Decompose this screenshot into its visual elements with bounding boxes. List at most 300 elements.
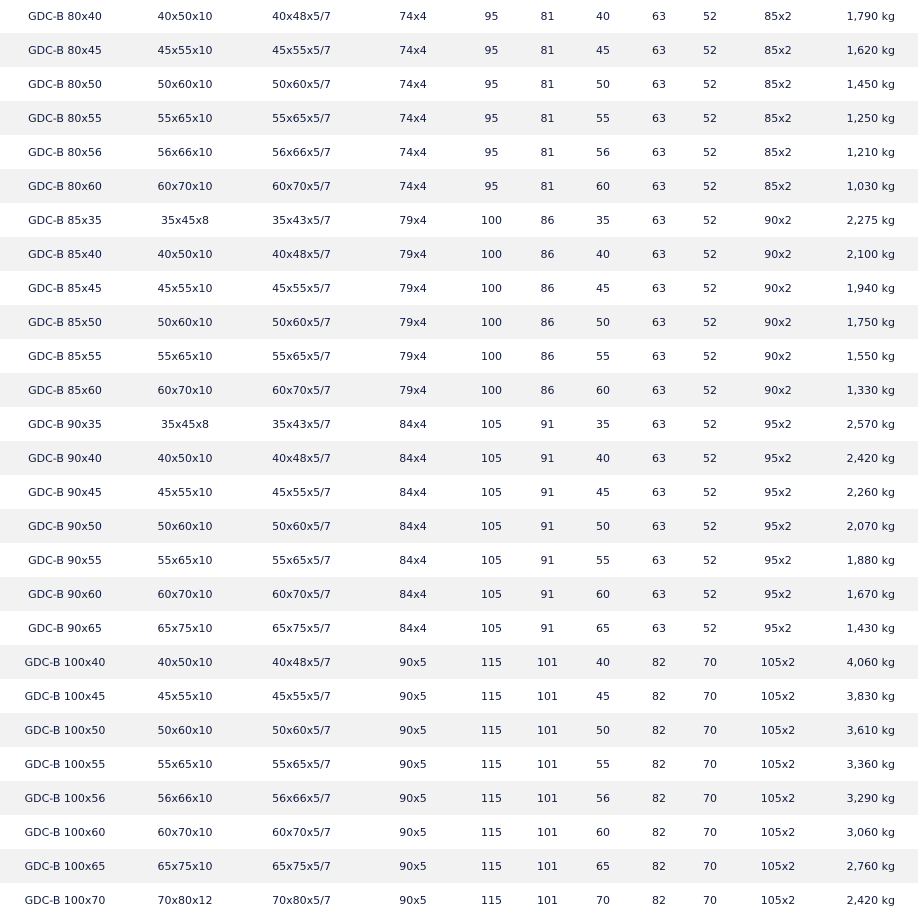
table-cell: 52 — [687, 237, 733, 271]
table-cell: 115 — [463, 747, 520, 781]
table-cell: 2,420 kg — [823, 441, 918, 475]
table-cell: 82 — [631, 815, 687, 849]
table-cell: GDC-B 100x55 — [0, 747, 130, 781]
table-cell: 40x50x10 — [130, 237, 240, 271]
table-cell: 63 — [631, 543, 687, 577]
table-cell: 52 — [687, 203, 733, 237]
table-row — [0, 339, 918, 373]
table-cell: 82 — [631, 747, 687, 781]
table-cell: GDC-B 100x65 — [0, 849, 130, 883]
table-cell: GDC-B 90x60 — [0, 577, 130, 611]
table-cell: 65 — [575, 611, 631, 645]
table-cell: 84x4 — [363, 441, 463, 475]
table-cell: 90x2 — [733, 373, 823, 407]
table-cell: 50x60x10 — [130, 713, 240, 747]
table-cell: 101 — [520, 781, 575, 815]
table-cell: 3,360 kg — [823, 747, 918, 781]
table-cell: 65x75x10 — [130, 611, 240, 645]
table-cell: 2,100 kg — [823, 237, 918, 271]
table-cell: 85x2 — [733, 33, 823, 67]
table-cell: 81 — [520, 67, 575, 101]
table-cell: 63 — [631, 305, 687, 339]
table-cell: 70 — [687, 713, 733, 747]
table-cell: 65x75x10 — [130, 849, 240, 883]
table-cell: 55x65x5/7 — [240, 339, 363, 373]
table-cell: 84x4 — [363, 475, 463, 509]
table-cell: 55x65x5/7 — [240, 543, 363, 577]
table-cell: 90x2 — [733, 203, 823, 237]
table-cell: 90x2 — [733, 305, 823, 339]
table-cell: 90x5 — [363, 781, 463, 815]
table-cell: 60x70x5/7 — [240, 373, 363, 407]
table-cell: 90x5 — [363, 713, 463, 747]
table-cell: 60x70x10 — [130, 169, 240, 203]
table-cell: 79x4 — [363, 305, 463, 339]
table-cell: 82 — [631, 781, 687, 815]
table-cell: 40x48x5/7 — [240, 0, 363, 33]
table-cell: 45x55x10 — [130, 33, 240, 67]
table-cell: 55x65x10 — [130, 339, 240, 373]
table-cell: 95 — [463, 67, 520, 101]
table-cell: 4,060 kg — [823, 645, 918, 679]
table-cell: 60x70x5/7 — [240, 815, 363, 849]
table-cell: 63 — [631, 237, 687, 271]
table-cell: 85x2 — [733, 67, 823, 101]
table-cell: 105x2 — [733, 713, 823, 747]
table-cell: 56x66x10 — [130, 781, 240, 815]
table-cell: 101 — [520, 645, 575, 679]
table-cell: GDC-B 80x50 — [0, 67, 130, 101]
table-cell: 40x50x10 — [130, 441, 240, 475]
table-cell: GDC-B 80x45 — [0, 33, 130, 67]
table-cell: GDC-B 90x40 — [0, 441, 130, 475]
table-cell: 95x2 — [733, 441, 823, 475]
table-cell: GDC-B 85x55 — [0, 339, 130, 373]
table-cell: 63 — [631, 101, 687, 135]
table-cell: 45x55x5/7 — [240, 679, 363, 713]
table-cell: 52 — [687, 475, 733, 509]
table-row — [0, 577, 918, 611]
table-row — [0, 883, 918, 917]
table-cell: 74x4 — [363, 169, 463, 203]
table-cell: 52 — [687, 0, 733, 33]
table-cell: 101 — [520, 679, 575, 713]
table-cell: 105 — [463, 509, 520, 543]
table-cell: 91 — [520, 509, 575, 543]
table-cell: 60x70x5/7 — [240, 169, 363, 203]
table-row — [0, 135, 918, 169]
table-row — [0, 611, 918, 645]
table-cell: 2,070 kg — [823, 509, 918, 543]
table-row — [0, 645, 918, 679]
table-cell: 52 — [687, 441, 733, 475]
table-cell: 63 — [631, 135, 687, 169]
table-cell: 86 — [520, 237, 575, 271]
table-cell: 52 — [687, 169, 733, 203]
table-cell: 55x65x10 — [130, 747, 240, 781]
table-cell: 2,760 kg — [823, 849, 918, 883]
table-row — [0, 101, 918, 135]
table-cell: 60x70x10 — [130, 815, 240, 849]
table-cell: 63 — [631, 407, 687, 441]
table-cell: 82 — [631, 849, 687, 883]
table-cell: 95 — [463, 33, 520, 67]
table-cell: 65 — [575, 849, 631, 883]
table-cell: 90x2 — [733, 237, 823, 271]
table-cell: 60 — [575, 577, 631, 611]
table-cell: 52 — [687, 543, 733, 577]
table-cell: 81 — [520, 101, 575, 135]
table-row — [0, 169, 918, 203]
table-cell: 1,940 kg — [823, 271, 918, 305]
table-cell: 95 — [463, 135, 520, 169]
table-cell: 90x5 — [363, 645, 463, 679]
table-cell: 70 — [687, 849, 733, 883]
table-cell: 52 — [687, 339, 733, 373]
table-cell: 74x4 — [363, 135, 463, 169]
table-cell: 45x55x5/7 — [240, 33, 363, 67]
table-cell: GDC-B 100x70 — [0, 883, 130, 917]
table-cell: 74x4 — [363, 101, 463, 135]
table-cell: 115 — [463, 781, 520, 815]
table-cell: 79x4 — [363, 373, 463, 407]
table-cell: 63 — [631, 169, 687, 203]
table-row — [0, 203, 918, 237]
table-cell: 91 — [520, 475, 575, 509]
table-cell: 84x4 — [363, 611, 463, 645]
table-cell: 95x2 — [733, 577, 823, 611]
table-cell: 105x2 — [733, 849, 823, 883]
table-row — [0, 0, 918, 33]
table-cell: 65x75x5/7 — [240, 849, 363, 883]
table-cell: 40 — [575, 645, 631, 679]
table-cell: 91 — [520, 441, 575, 475]
table-cell: 50 — [575, 713, 631, 747]
table-cell: 45x55x10 — [130, 679, 240, 713]
table-cell: 63 — [631, 339, 687, 373]
table-cell: 85x2 — [733, 169, 823, 203]
table-cell: GDC-B 100x60 — [0, 815, 130, 849]
table-row — [0, 509, 918, 543]
table-cell: GDC-B 80x56 — [0, 135, 130, 169]
table-cell: 60x70x10 — [130, 373, 240, 407]
table-cell: 81 — [520, 33, 575, 67]
table-cell: 115 — [463, 849, 520, 883]
table-cell: 105x2 — [733, 747, 823, 781]
table-cell: 90x5 — [363, 815, 463, 849]
table-cell: 55x65x10 — [130, 101, 240, 135]
table-cell: 70 — [575, 883, 631, 917]
table-cell: 60 — [575, 815, 631, 849]
table-cell: 70 — [687, 747, 733, 781]
table-cell: 3,830 kg — [823, 679, 918, 713]
table-cell: GDC-B 80x55 — [0, 101, 130, 135]
table-cell: 55x65x10 — [130, 543, 240, 577]
table-cell: 105x2 — [733, 815, 823, 849]
table-cell: 52 — [687, 101, 733, 135]
table-cell: 35x43x5/7 — [240, 203, 363, 237]
table-cell: 45 — [575, 475, 631, 509]
table-cell: 105 — [463, 611, 520, 645]
table-cell: 55 — [575, 101, 631, 135]
table-row — [0, 33, 918, 67]
table-cell: 105 — [463, 475, 520, 509]
table-cell: 1,790 kg — [823, 0, 918, 33]
table-cell: GDC-B 90x50 — [0, 509, 130, 543]
table-cell: GDC-B 100x56 — [0, 781, 130, 815]
table-cell: 35x43x5/7 — [240, 407, 363, 441]
table-cell: 50 — [575, 67, 631, 101]
table-cell: 63 — [631, 611, 687, 645]
table-cell: 79x4 — [363, 237, 463, 271]
table-cell: 1,430 kg — [823, 611, 918, 645]
table-cell: 90x5 — [363, 883, 463, 917]
table-cell: 63 — [631, 509, 687, 543]
table-cell: 82 — [631, 645, 687, 679]
table-cell: GDC-B 85x50 — [0, 305, 130, 339]
table-cell: 95 — [463, 0, 520, 33]
table-cell: 55x65x5/7 — [240, 747, 363, 781]
table-cell: 70 — [687, 679, 733, 713]
table-cell: 101 — [520, 713, 575, 747]
table-cell: 101 — [520, 747, 575, 781]
table-cell: 52 — [687, 271, 733, 305]
table-cell: 52 — [687, 373, 733, 407]
table-row — [0, 475, 918, 509]
table-cell: 81 — [520, 169, 575, 203]
table-row — [0, 713, 918, 747]
table-cell: 70x80x5/7 — [240, 883, 363, 917]
table-cell: GDC-B 80x40 — [0, 0, 130, 33]
table-cell: 90x5 — [363, 849, 463, 883]
table-cell: 60 — [575, 169, 631, 203]
table-row — [0, 271, 918, 305]
table-cell: 63 — [631, 271, 687, 305]
table-cell: 101 — [520, 883, 575, 917]
table-cell: 1,210 kg — [823, 135, 918, 169]
table-cell: 100 — [463, 373, 520, 407]
table-cell: 35 — [575, 407, 631, 441]
table-cell: GDC-B 100x50 — [0, 713, 130, 747]
table-cell: 56x66x10 — [130, 135, 240, 169]
table-cell: 1,450 kg — [823, 67, 918, 101]
table-cell: 101 — [520, 815, 575, 849]
table-cell: 50x60x5/7 — [240, 509, 363, 543]
table-cell: 63 — [631, 373, 687, 407]
table-cell: GDC-B 85x40 — [0, 237, 130, 271]
table-cell: 2,260 kg — [823, 475, 918, 509]
table-cell: 3,060 kg — [823, 815, 918, 849]
table-cell: 82 — [631, 713, 687, 747]
table-cell: 115 — [463, 815, 520, 849]
table-cell: 63 — [631, 441, 687, 475]
table-cell: 45x55x10 — [130, 271, 240, 305]
table-cell: 65x75x5/7 — [240, 611, 363, 645]
table-cell: 86 — [520, 373, 575, 407]
table-cell: 82 — [631, 883, 687, 917]
table-cell: 45x55x5/7 — [240, 271, 363, 305]
table-cell: 60x70x10 — [130, 577, 240, 611]
table-cell: 90x2 — [733, 339, 823, 373]
table-cell: 101 — [520, 849, 575, 883]
table-cell: GDC-B 85x60 — [0, 373, 130, 407]
table-row — [0, 305, 918, 339]
table-cell: 91 — [520, 611, 575, 645]
table-cell: 105x2 — [733, 781, 823, 815]
table-cell: 63 — [631, 67, 687, 101]
table-cell: 95 — [463, 101, 520, 135]
table-cell: 60x70x5/7 — [240, 577, 363, 611]
table-cell: 40x48x5/7 — [240, 237, 363, 271]
table-cell: 52 — [687, 33, 733, 67]
table-cell: 85x2 — [733, 135, 823, 169]
table-cell: 95x2 — [733, 543, 823, 577]
table-cell: 95x2 — [733, 611, 823, 645]
table-cell: 81 — [520, 135, 575, 169]
table-cell: 86 — [520, 305, 575, 339]
table-cell: 1,550 kg — [823, 339, 918, 373]
table-cell: 63 — [631, 33, 687, 67]
table-cell: 40 — [575, 0, 631, 33]
table-cell: 50x60x10 — [130, 305, 240, 339]
table-cell: 40 — [575, 441, 631, 475]
table-cell: 91 — [520, 577, 575, 611]
table-cell: 60 — [575, 373, 631, 407]
table-cell: 91 — [520, 543, 575, 577]
table-cell: 115 — [463, 883, 520, 917]
table-cell: 105 — [463, 441, 520, 475]
table-cell: 56 — [575, 781, 631, 815]
table-cell: 84x4 — [363, 577, 463, 611]
table-cell: 1,250 kg — [823, 101, 918, 135]
table-cell: 52 — [687, 611, 733, 645]
table-cell: 45x55x10 — [130, 475, 240, 509]
table-cell: 105 — [463, 577, 520, 611]
table-cell: 74x4 — [363, 67, 463, 101]
table-cell: 63 — [631, 0, 687, 33]
table-cell: 50x60x5/7 — [240, 305, 363, 339]
table-cell: 2,420 kg — [823, 883, 918, 917]
table-row — [0, 849, 918, 883]
table-cell: 63 — [631, 475, 687, 509]
table-cell: 50 — [575, 509, 631, 543]
table-cell: 74x4 — [363, 33, 463, 67]
table-cell: 86 — [520, 339, 575, 373]
table-cell: 2,570 kg — [823, 407, 918, 441]
table-cell: 70 — [687, 781, 733, 815]
table-cell: 55x65x5/7 — [240, 101, 363, 135]
table-row — [0, 237, 918, 271]
table-cell: 105x2 — [733, 645, 823, 679]
table-cell: 79x4 — [363, 339, 463, 373]
table-cell: 86 — [520, 271, 575, 305]
table-cell: GDC-B 80x60 — [0, 169, 130, 203]
table-cell: 55 — [575, 747, 631, 781]
table-cell: 50 — [575, 305, 631, 339]
table-cell: 91 — [520, 407, 575, 441]
table-cell: 115 — [463, 713, 520, 747]
table-cell: 55 — [575, 543, 631, 577]
table-cell: 52 — [687, 67, 733, 101]
table-cell: 95 — [463, 169, 520, 203]
table-row — [0, 679, 918, 713]
table-cell: GDC-B 90x65 — [0, 611, 130, 645]
table-cell: 63 — [631, 577, 687, 611]
table-cell: 40x50x10 — [130, 645, 240, 679]
table-cell: 63 — [631, 203, 687, 237]
table-cell: 81 — [520, 0, 575, 33]
table-cell: GDC-B 90x55 — [0, 543, 130, 577]
table-row — [0, 747, 918, 781]
table-cell: 3,290 kg — [823, 781, 918, 815]
table-cell: 45 — [575, 679, 631, 713]
table-cell: 70 — [687, 883, 733, 917]
table-cell: 85x2 — [733, 101, 823, 135]
table-cell: 95x2 — [733, 509, 823, 543]
table-cell: 50x60x5/7 — [240, 67, 363, 101]
table-cell: GDC-B 85x45 — [0, 271, 130, 305]
table-cell: 115 — [463, 679, 520, 713]
table-cell: 100 — [463, 305, 520, 339]
table-cell: 52 — [687, 407, 733, 441]
table-cell: GDC-B 90x35 — [0, 407, 130, 441]
table-cell: 100 — [463, 271, 520, 305]
table-cell: 82 — [631, 679, 687, 713]
table-cell: 40 — [575, 237, 631, 271]
table-cell: 100 — [463, 203, 520, 237]
table-cell: 1,330 kg — [823, 373, 918, 407]
table-cell: 45 — [575, 271, 631, 305]
table-cell: GDC-B 85x35 — [0, 203, 130, 237]
table-cell: 52 — [687, 577, 733, 611]
table-cell: GDC-B 90x45 — [0, 475, 130, 509]
table-cell: 95x2 — [733, 407, 823, 441]
table-row — [0, 407, 918, 441]
table-cell: 86 — [520, 203, 575, 237]
table-cell: 74x4 — [363, 0, 463, 33]
table-cell: 1,620 kg — [823, 33, 918, 67]
table-cell: 115 — [463, 645, 520, 679]
table-cell: 3,610 kg — [823, 713, 918, 747]
table-cell: 105 — [463, 407, 520, 441]
table-cell: 45x55x5/7 — [240, 475, 363, 509]
table-cell: 1,880 kg — [823, 543, 918, 577]
table-cell: 50x60x10 — [130, 67, 240, 101]
table-row — [0, 67, 918, 101]
table-cell: 56 — [575, 135, 631, 169]
table-cell: 70x80x12 — [130, 883, 240, 917]
table-cell: 90x5 — [363, 679, 463, 713]
table-cell: 105x2 — [733, 883, 823, 917]
table-cell: 56x66x5/7 — [240, 135, 363, 169]
table-cell: 56x66x5/7 — [240, 781, 363, 815]
table-cell: 2,275 kg — [823, 203, 918, 237]
table-cell: 105 — [463, 543, 520, 577]
table-cell: 70 — [687, 645, 733, 679]
table-cell: 95x2 — [733, 475, 823, 509]
table-cell: 84x4 — [363, 543, 463, 577]
table-cell: 35x45x8 — [130, 203, 240, 237]
table-row — [0, 781, 918, 815]
table-cell: 79x4 — [363, 271, 463, 305]
table-cell: 35 — [575, 203, 631, 237]
table-row — [0, 543, 918, 577]
table-row — [0, 815, 918, 849]
table-cell: 1,750 kg — [823, 305, 918, 339]
table-cell: 100 — [463, 339, 520, 373]
table-cell: 40x50x10 — [130, 0, 240, 33]
table-cell: GDC-B 100x40 — [0, 645, 130, 679]
